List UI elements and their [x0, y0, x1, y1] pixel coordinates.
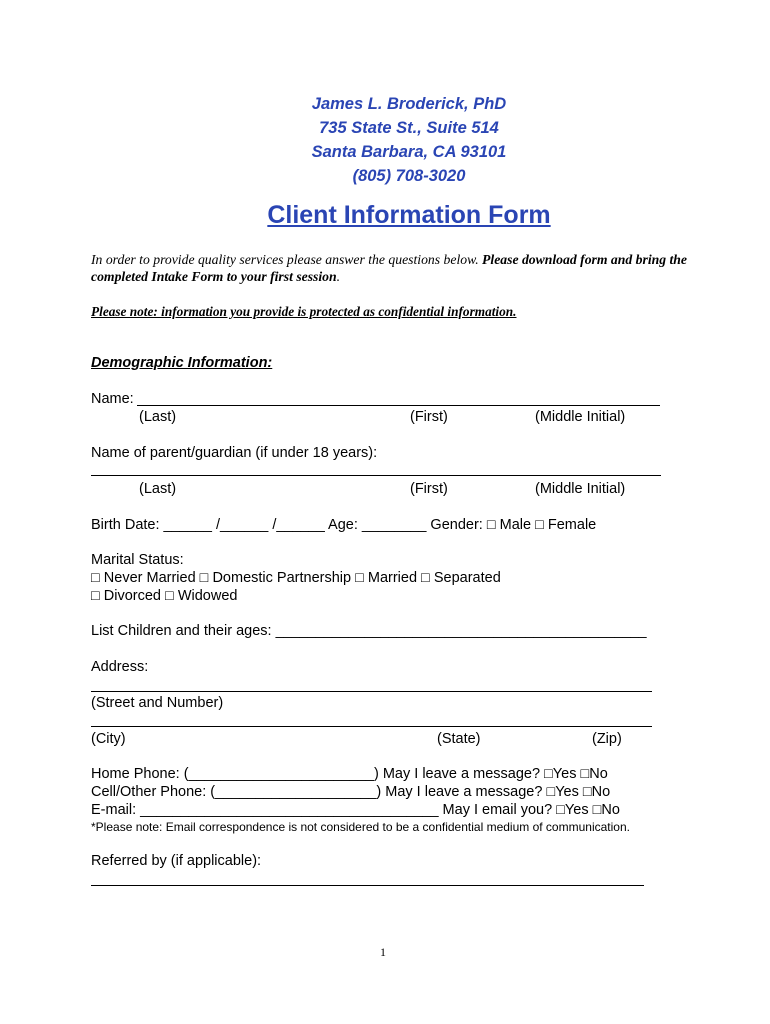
- name-label: Name:: [91, 391, 134, 407]
- city-input-line[interactable]: [91, 726, 652, 727]
- name-input-line[interactable]: [137, 405, 660, 406]
- guardian-middle-caption: (Middle Initial): [535, 481, 626, 497]
- home-phone-field[interactable]: Home Phone: (_______________________) May I leave a message? □Yes □No: [91, 766, 608, 782]
- confidentiality-note: Please note: information you provide is protected as confidential information.: [91, 304, 517, 319]
- intro-paragraph: [91, 251, 691, 285]
- guardian-input-line[interactable]: [91, 475, 661, 476]
- practitioner-name: James L. Broderick, PhD: [311, 95, 507, 113]
- children-field[interactable]: List Children and their ages: ______________________________________________: [91, 623, 647, 639]
- intro-period: .: [336, 269, 341, 284]
- referred-label: Referred by (if applicable):: [91, 853, 262, 869]
- intro-plain: In order to provide quality services please answer the questions below.: [91, 252, 479, 267]
- office-phone: (805) 708-3020: [352, 167, 466, 185]
- zip-caption: (Zip): [592, 731, 622, 747]
- email-field[interactable]: E-mail: _____________________________________ May I email you? □Yes □No: [91, 802, 620, 818]
- address-label: Address:: [91, 659, 149, 675]
- email-disclaimer: *Please note: Email correspondence is not considered to be a confidential medium of communication.: [91, 820, 630, 834]
- birth-age-gender-line[interactable]: Birth Date: ______ /______ /______ Age: ________ Gender: □ Male □ Female: [91, 517, 597, 533]
- state-caption: (State): [437, 731, 481, 747]
- guardian-label: Name of parent/guardian (if under 18 years):: [91, 445, 378, 461]
- city-state-zip: Santa Barbara, CA 93101: [311, 143, 507, 161]
- marital-status-label: Marital Status:: [91, 552, 184, 568]
- guardian-first-caption: (First): [410, 481, 448, 497]
- marital-options-row1[interactable]: □ Never Married □ Domestic Partnership □ Married □ Separated: [91, 570, 501, 586]
- street-address: 735 State St., Suite 514: [319, 119, 499, 137]
- section-heading: Demographic Information:: [91, 355, 273, 371]
- marital-options-row2[interactable]: □ Divorced □ Widowed: [91, 588, 238, 604]
- street-caption: (Street and Number): [91, 695, 224, 711]
- intro-bold: Please download form and bring the completed Intake Form to your first session: [91, 252, 687, 284]
- street-input-line[interactable]: [91, 691, 652, 692]
- name-first-caption: (First): [410, 409, 448, 425]
- name-last-caption: (Last): [139, 409, 177, 425]
- form-title: Client Information Form: [267, 201, 551, 229]
- guardian-last-caption: (Last): [139, 481, 177, 497]
- city-caption: (City): [91, 731, 126, 747]
- page-number: 1: [380, 945, 386, 959]
- name-middle-caption: (Middle Initial): [535, 409, 626, 425]
- cell-phone-field[interactable]: Cell/Other Phone: (____________________) May I leave a message? □Yes □No: [91, 784, 611, 800]
- referred-input-line[interactable]: [91, 885, 644, 886]
